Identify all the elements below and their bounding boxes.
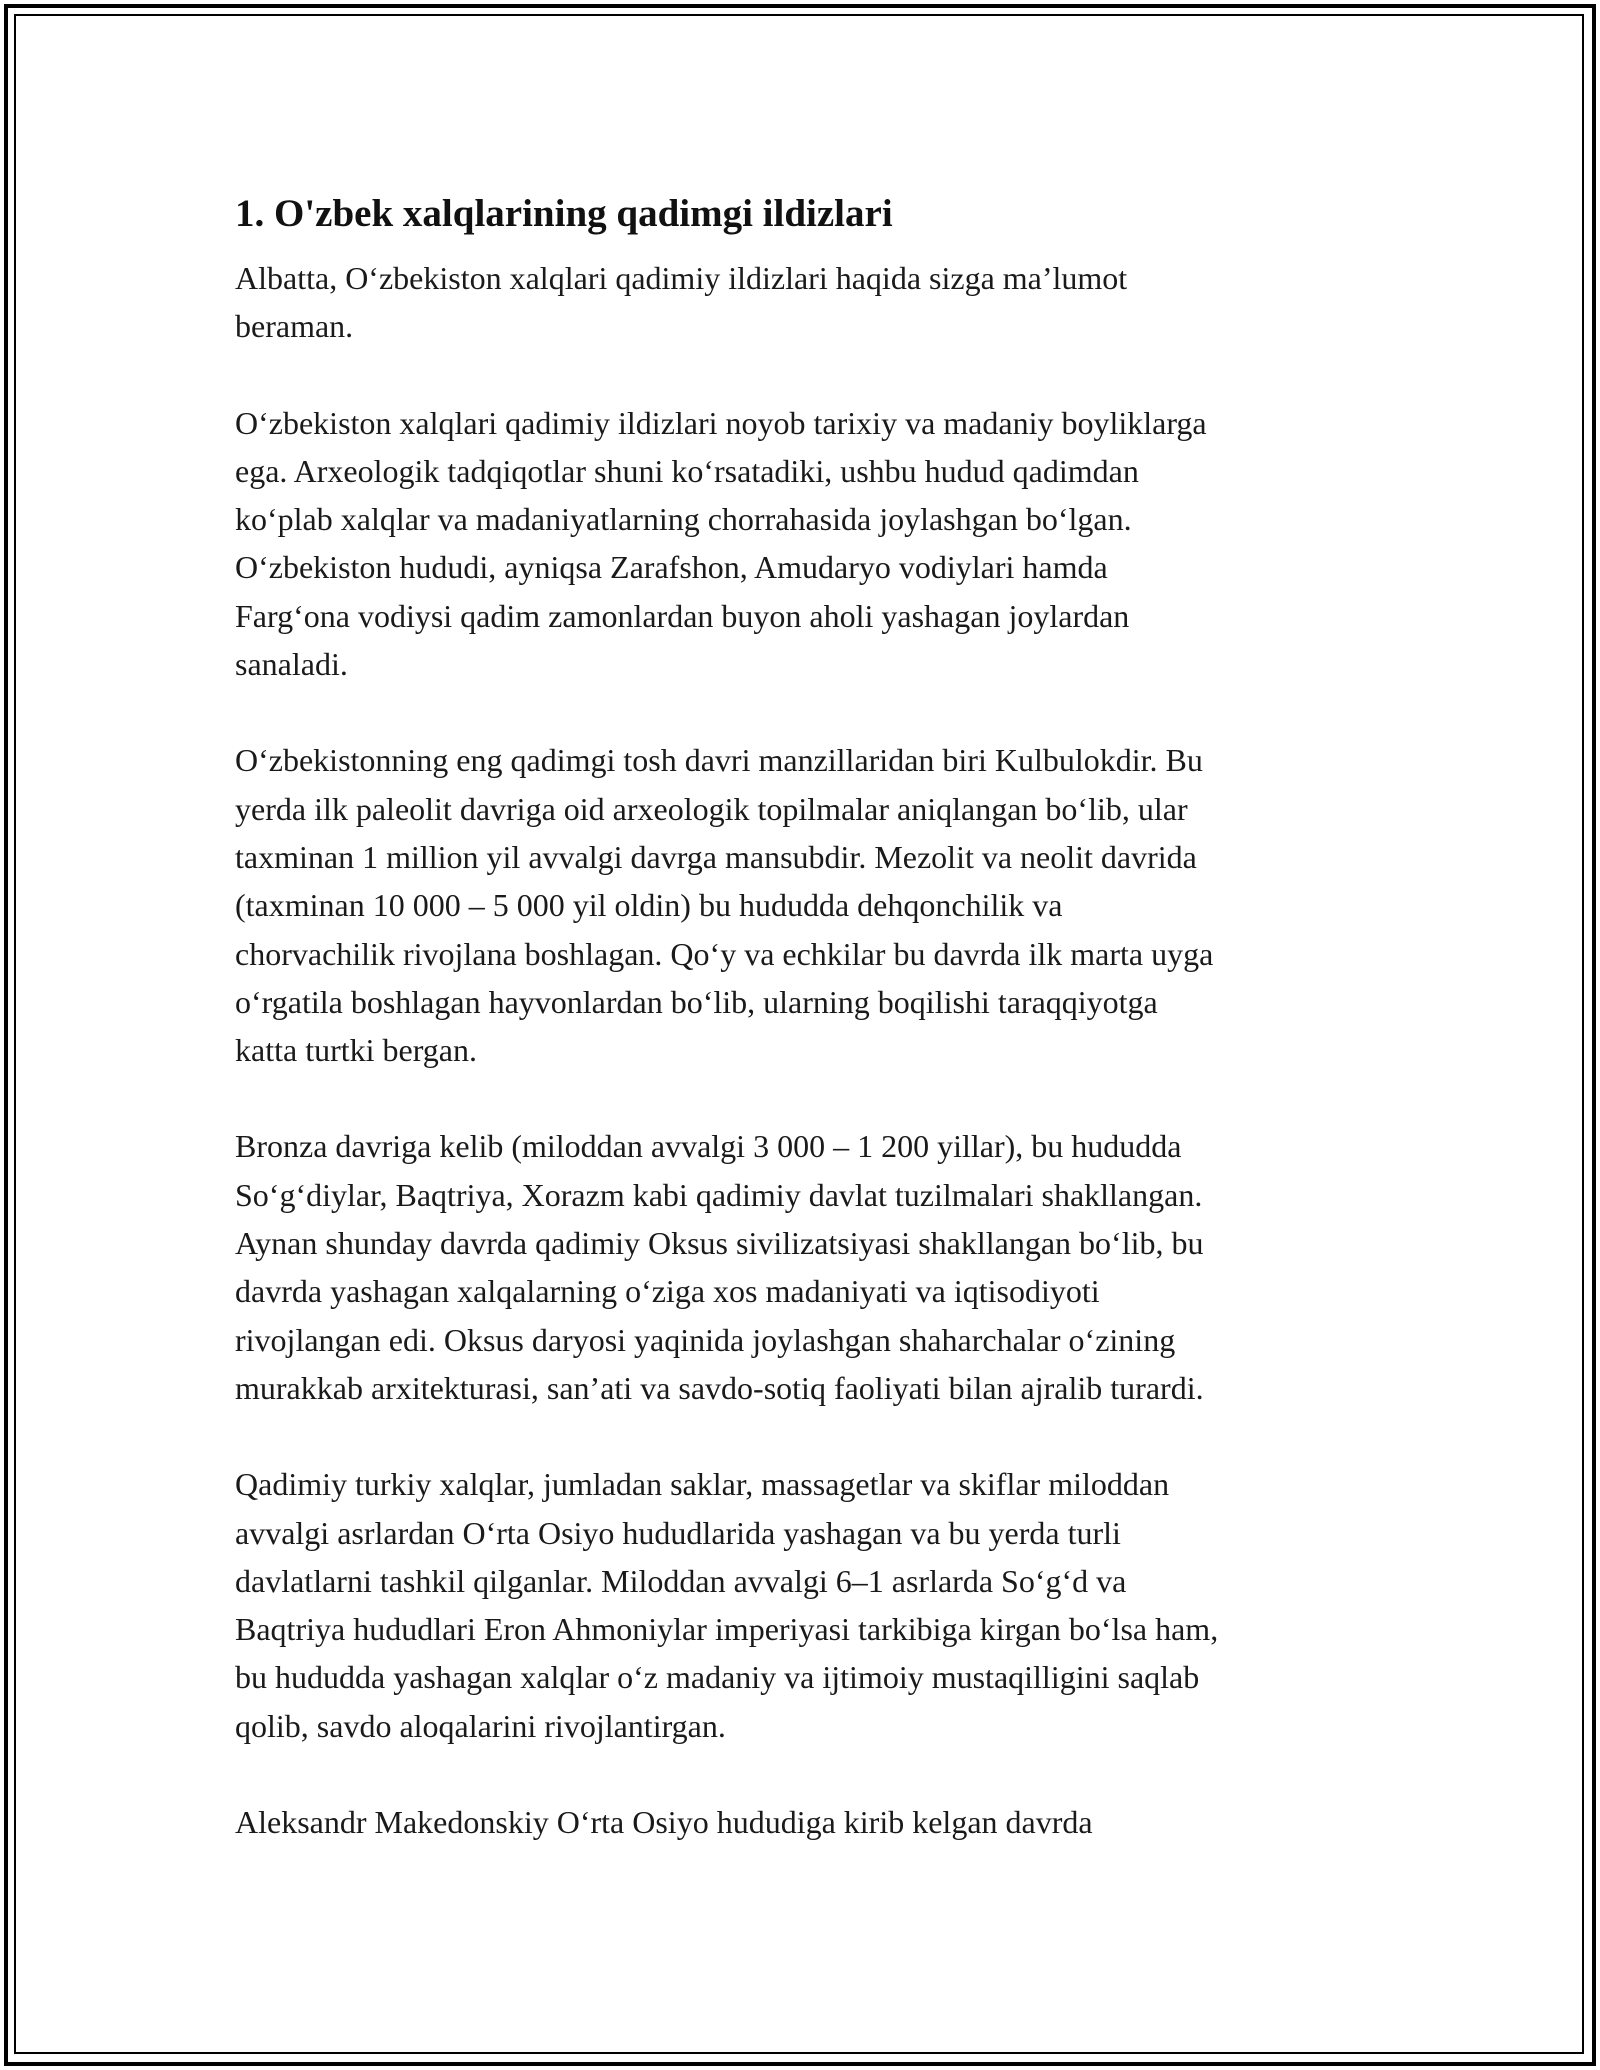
text-line: avvalgi asrlardan Oʻrta Osiyo hududlarida yashagan va bu yerda turli <box>235 1514 1121 1551</box>
text-line: (taxminan 10 000 – 5 000 yil oldin) bu hududda dehqonchilik va <box>235 887 1063 924</box>
text-line: sanaladi. <box>235 646 348 683</box>
text-line: koʻplab xalqlar va madaniyatlarning chorrahasida joylashgan boʻlgan. <box>235 501 1132 538</box>
text-line: davrda yashagan xalqalarning oʻziga xos madaniyati va iqtisodiyoti <box>235 1273 1100 1310</box>
text-line: Albatta, Oʻzbekiston xalqlari qadimiy ildizlari haqida sizga maʼlumot <box>235 260 1128 296</box>
paragraph-intro <box>235 254 1385 351</box>
text-line: Qadimiy turkiy xalqlar, jumladan saklar, massagetlar va skiflar miloddan <box>235 1466 1170 1503</box>
paragraph-heritage <box>235 399 1385 689</box>
text-line: oʻrgatila boshlagan hayvonlardan boʻlib, ularning boqilishi taraqqiyotga <box>235 983 1158 1020</box>
document-body <box>235 186 1385 1894</box>
text-line: qolib, savdo aloqalarini rivojlantirgan. <box>235 1707 726 1744</box>
text-line: taxminan 1 million yil avvalgi davrga mansubdir. Mezolit va neolit davrida <box>235 838 1197 875</box>
paragraph-stone-age <box>235 736 1385 1074</box>
text-line: Baqtriya hududlari Eron Ahmoniylar imperiyasi tarkibiga kirgan boʻlsa ham, <box>235 1611 1219 1648</box>
text-line: yerda ilk paleolit davriga oid arxeologik topilmalar aniqlangan boʻlib, ular <box>235 790 1188 827</box>
text-line: chorvachilik rivojlana boshlagan. Qoʻy va echkilar bu davrda ilk marta uyga <box>235 935 1214 972</box>
text-line: beraman. <box>235 308 354 345</box>
text-line: katta turtki bergan. <box>235 1032 477 1069</box>
text-line: ega. Arxeologik tadqiqotlar shuni koʻrsatadiki, ushbu hudud qadimdan <box>235 452 1139 489</box>
text-line: Bronza davriga kelib (miloddan avvalgi 3 000 – 1 200 yillar), bu hududda <box>235 1128 1182 1165</box>
section-heading: 1. O'zbek xalqlarining qadimgi ildizlari <box>235 192 893 235</box>
text-line: Fargʻona vodiysi qadim zamonlardan buyon aholi yashagan joylardan <box>235 597 1130 634</box>
text-line: Aleksandr Makedonskiy Oʻrta Osiyo hududiga kirib kelgan davrda <box>235 1804 1093 1841</box>
text-line: davlatlarni tashkil qilganlar. Miloddan avvalgi 6–1 asrlarda Soʻgʻd va <box>235 1562 1127 1599</box>
text-line: Oʻzbekiston xalqlari qadimiy ildizlari noyob tarixiy va madaniy boyliklarga <box>235 404 1207 441</box>
text-line: Aynan shunday davrda qadimiy Oksus sivilizatsiyasi shakllangan boʻlib, bu <box>235 1225 1204 1262</box>
text-line: Oʻzbekiston hududi, ayniqsa Zarafshon, Amudaryo vodiylari hamda <box>235 549 1108 586</box>
text-line: murakkab arxitekturasi, sanʼati va savdo-sotiq faoliyati bilan ajralib turardi. <box>235 1369 1204 1406</box>
paragraph-alexander <box>235 1798 1385 1846</box>
paragraph-turkic-peoples <box>235 1460 1385 1750</box>
text-line: rivojlangan edi. Oksus daryosi yaqinida joylashgan shaharchalar oʻzining <box>235 1321 1176 1358</box>
text-line: Soʻgʻdiylar, Baqtriya, Xorazm kabi qadimiy davlat tuzilmalari shakllangan. <box>235 1176 1203 1213</box>
text-line: Oʻzbekistonning eng qadimgi tosh davri manzillaridan biri Kulbulokdir. Bu <box>235 742 1203 779</box>
text-line: bu hududda yashagan xalqlar oʻz madaniy va ijtimoiy mustaqilligini saqlab <box>235 1659 1200 1696</box>
paragraph-bronze-age <box>235 1122 1385 1412</box>
